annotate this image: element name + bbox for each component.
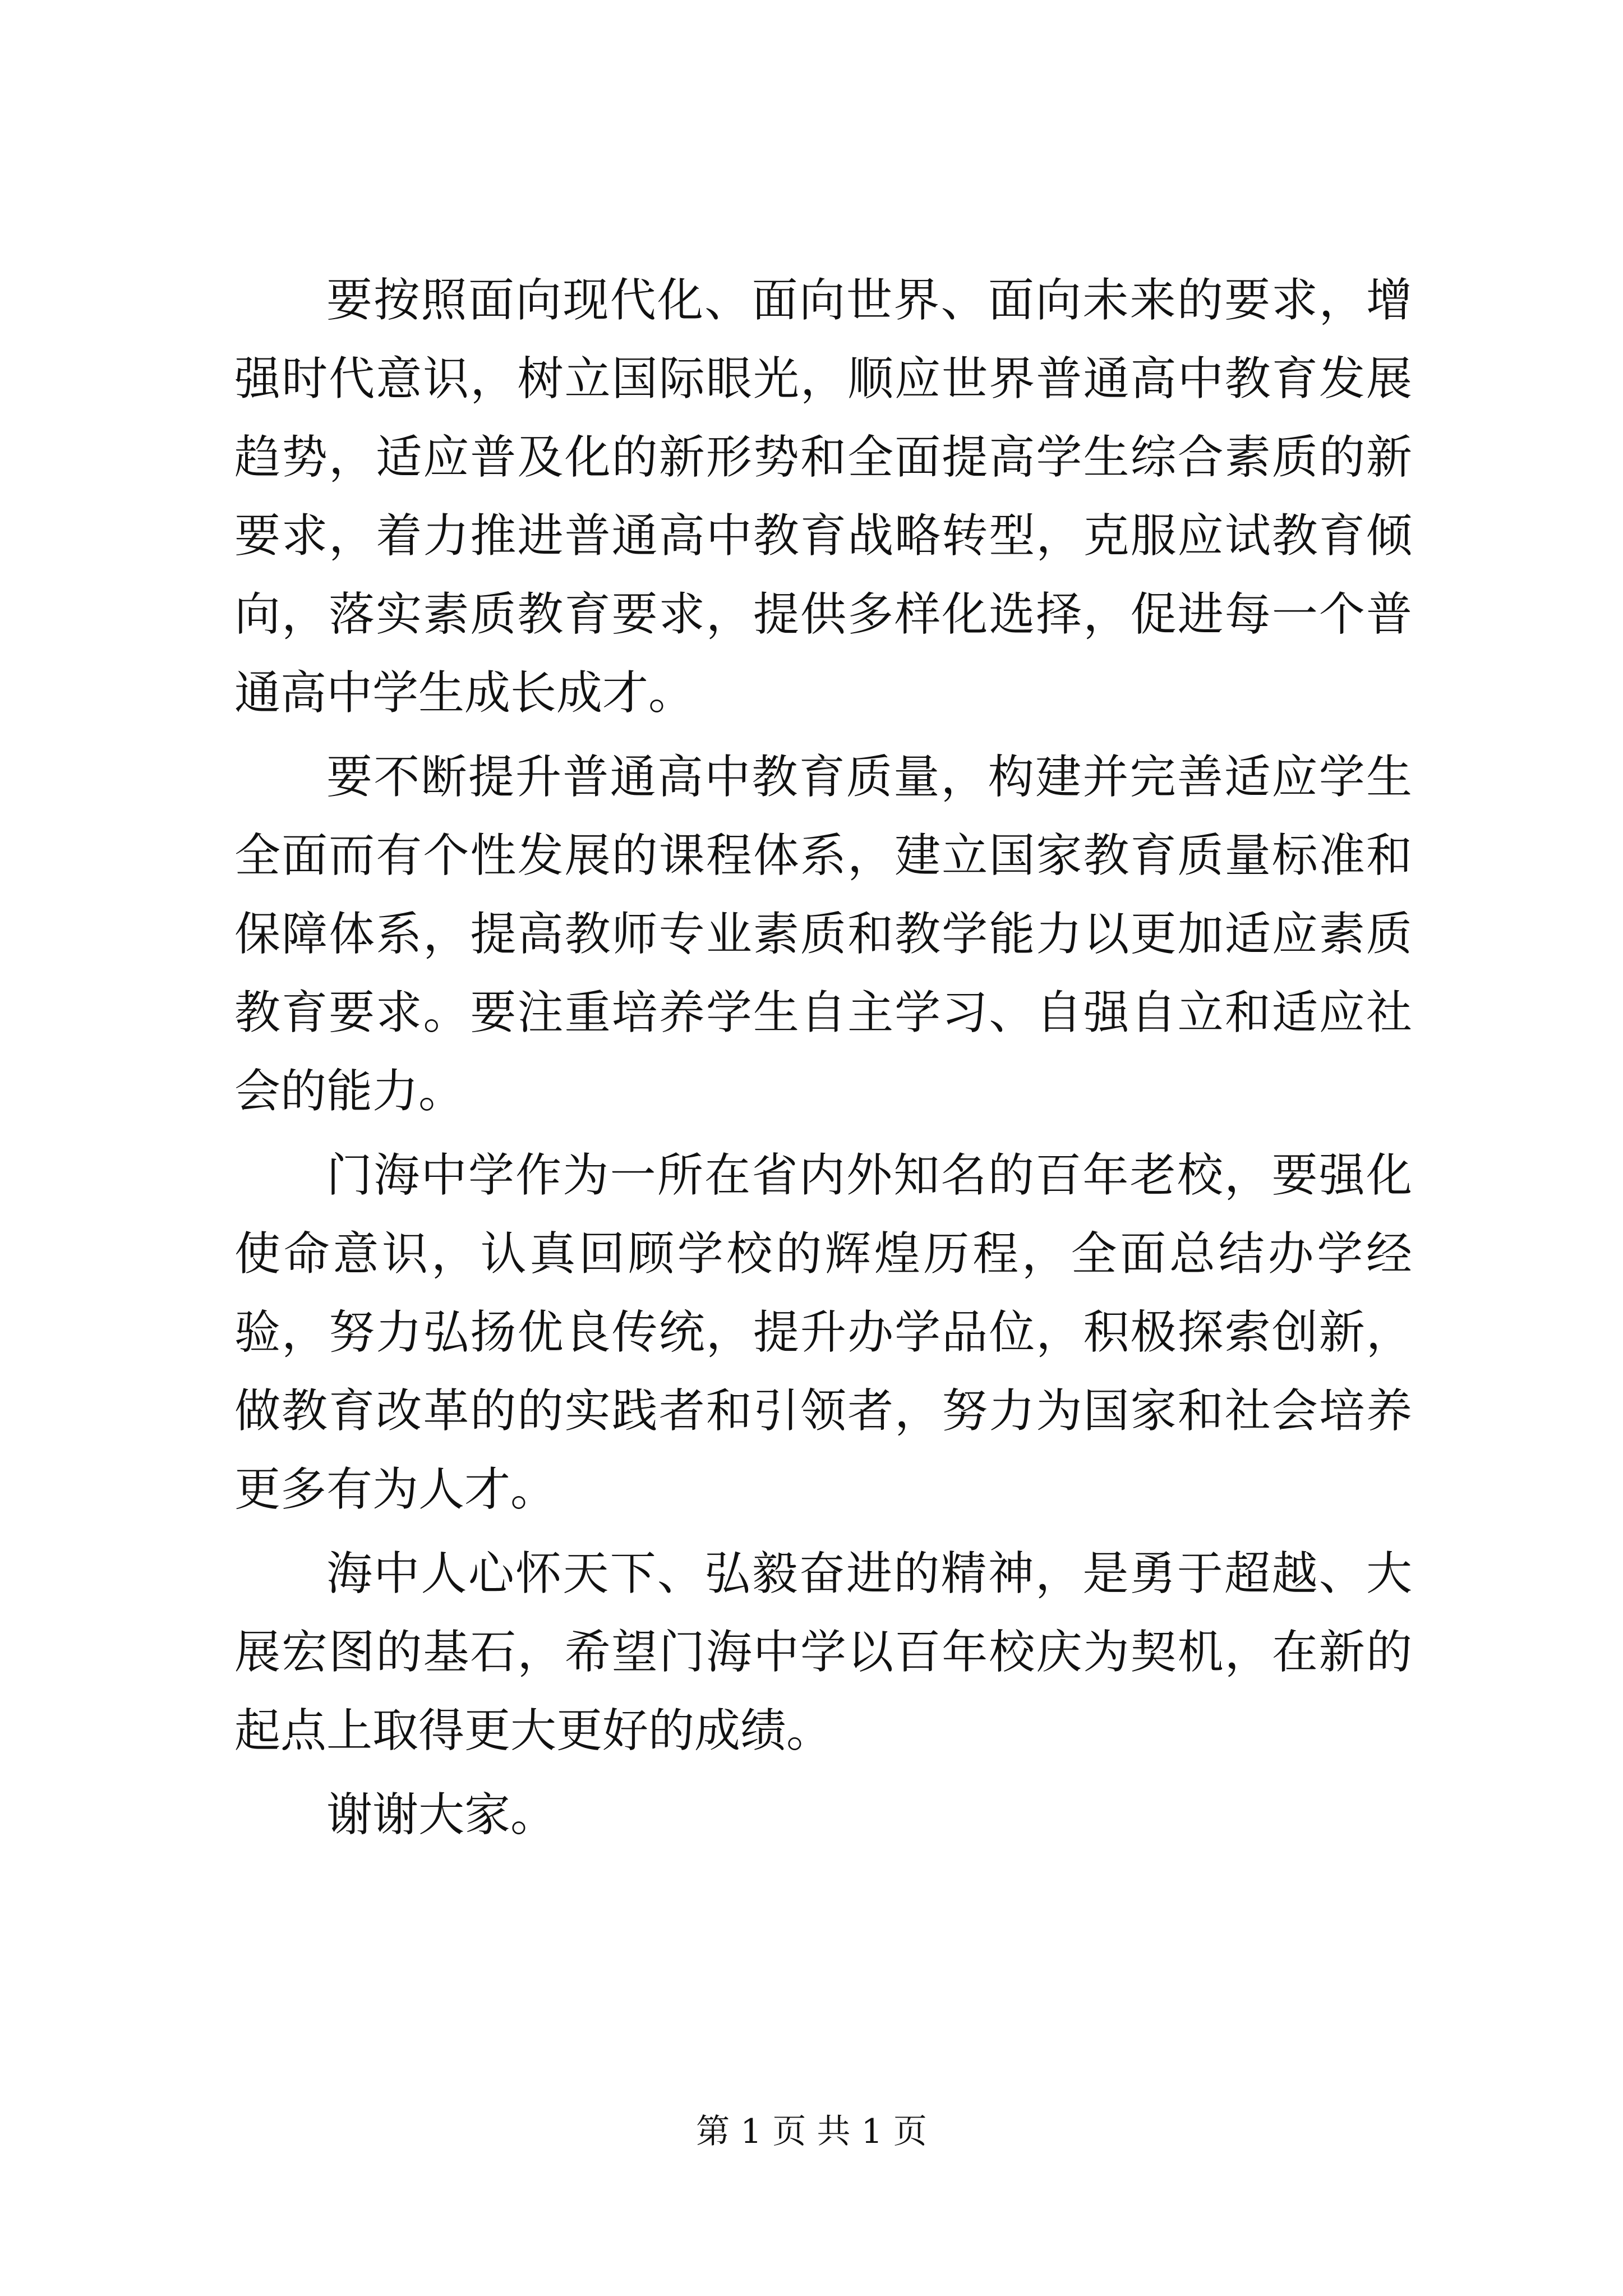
paragraph-3: 门海中学作为一所在省内外知名的百年老校，要强化使命意识，认真回顾学校的辉煌历程，全面总结办学经验，努力弘扬优良传统，提升办学品位，积极探索创新，做教育改革的的实践者和引领者，努力为国家和社会培养更多有为人才。: [234, 1149, 1412, 1516]
paragraph-4: 海中人心怀天下、弘毅奋进的精神，是勇于超越、大展宏图的基石，希望门海中学以百年校庆为契机，在新的起点上取得更大更好的成绩。: [234, 1547, 1412, 1757]
page-footer: 第 1 页 共 1 页: [696, 2112, 927, 2151]
paragraph-2: 要不断提升普通高中教育质量，构建并完善适应学生全面而有个性发展的课程体系，建立国家教育质量标准和保障体系，提高教师专业素质和教学能力以更加适应素质教育要求。要注重培养学生自主学习、自强自立和适应社会的能力。: [234, 751, 1412, 1118]
paragraph-1: 要按照面向现代化、面向世界、面向未来的要求，增强时代意识，树立国际眼光，顺应世界普通高中教育发展趋势，适应普及化的新形势和全面提高学生综合素质的新要求，着力推进普通高中教育战略转型，克服应试教育倾向，落实素质教育要求，提供多样化选择，促进每一个普通高中学生成长成才。: [234, 274, 1412, 720]
paragraph-5: 谢谢大家。: [326, 1788, 557, 1842]
document-body: [234, 261, 1412, 1860]
